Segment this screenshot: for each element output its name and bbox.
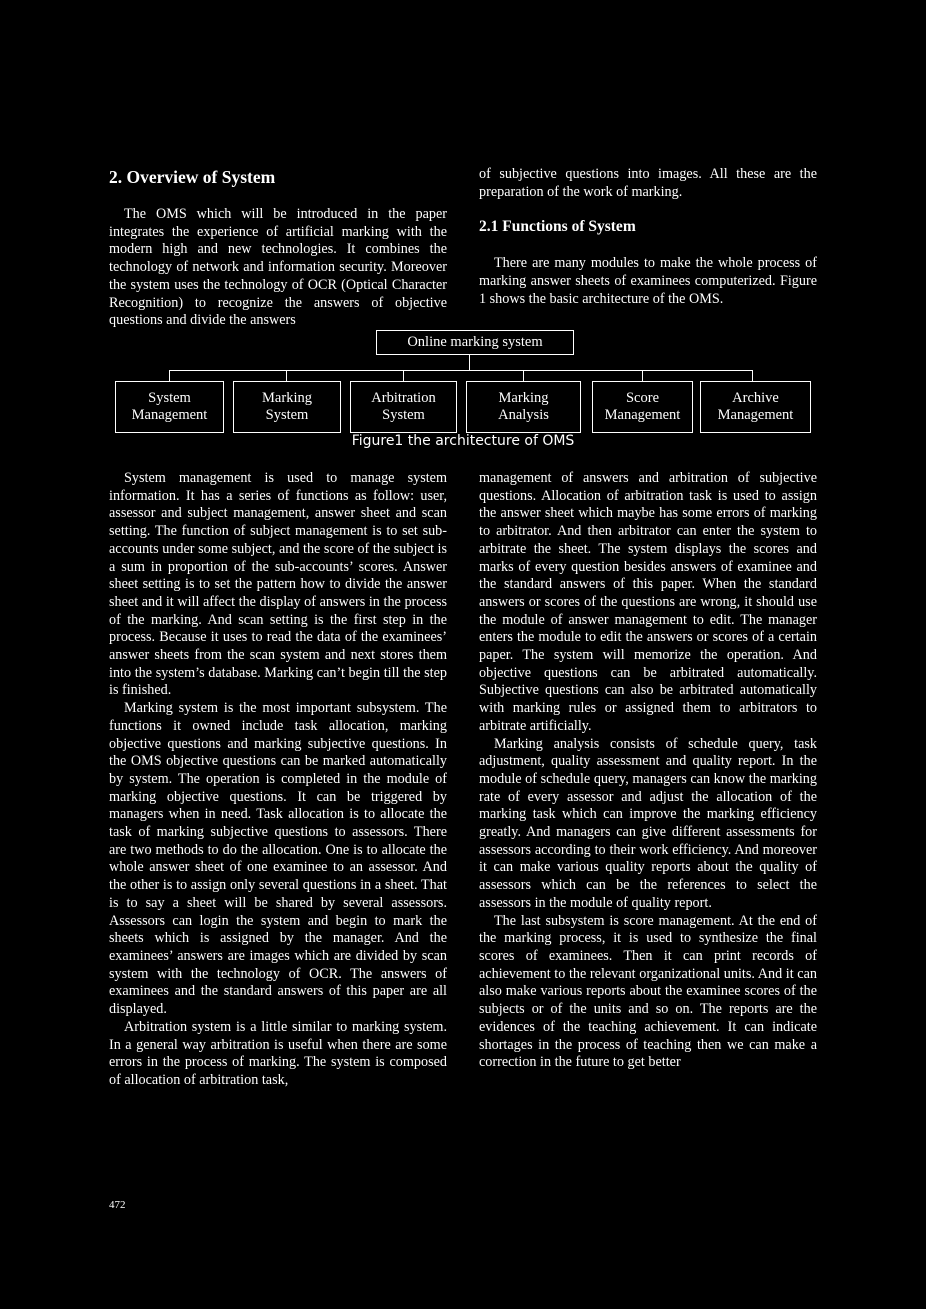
module-box-marking-system xyxy=(233,381,341,433)
module-label-line1: Marking xyxy=(262,389,312,406)
module-label-line1: Archive xyxy=(732,389,779,406)
connector-drop xyxy=(642,370,643,381)
body-column-left xyxy=(109,470,447,1090)
module-box-score-management xyxy=(592,381,693,433)
module-label-line1: Arbitration xyxy=(371,389,436,406)
module-box-arbitration-system xyxy=(350,381,457,433)
module-box-archive-management xyxy=(700,381,811,433)
page-number: 472 xyxy=(109,1199,126,1211)
figure-root-label: Online marking system xyxy=(407,333,543,350)
module-label-line2: System xyxy=(265,407,309,423)
module-label-line2: Management xyxy=(717,407,794,423)
score-management-paragraph: The last subsystem is score management. At the end of the marking process, it is used to synthesize the final scores of examinees. Then it can print records of achievement to the relevant organizational units. And it can also make various reports about the examinee scores of the subjects or of the units and so on. The reports are the evidences of the teaching achievement. It can indicate shortages in the process of teaching then we can make a correction in the future to get better xyxy=(479,912,817,1071)
intro-paragraph-continued: of subjective questions into images. All these are the preparation of the work of marking. xyxy=(479,166,817,200)
system-management-paragraph: System management is used to manage system information. It has a series of functions as follow: user, assessor and subject management, answer sheet and scan setting. The function of subject management is to set sub-accounts under some subject, and the score of the subject is a sum in proportion of the sub-accounts’ scores. Answer sheet setting is to set the pattern how to divide the answer sheet and it will affect the display of answers in the process of the marking. And scan setting is the first step in the process. Because it uses to read the data of the examinees’ answer sheets from the scan system and next stores them into the system’s database. Marking can’t begin till the step is finished. xyxy=(109,470,447,699)
figure-root-box xyxy=(376,330,574,355)
intro-column-left xyxy=(109,166,447,330)
marking-system-paragraph: Marking system is the most important subsystem. The functions it owned include task allocation, marking objective questions and marking subjective questions. In the OMS objective questions can be marked automatically by system. The operation is completed in the module of marking objective questions. It can be triggered by managers when in need. Task allocation is to allocate the task of marking subjective questions to assessors. There are two methods to do the allocation. One is to allocate the whole answer sheet of one examinee to an assessor. And the other is to assign only several questions in a sheet. That is to say a sheet will be shared by several assessors. Assessors can login the system and begin to mark the sheets which is assigned by the manager. And the examinees’ answers are images which are divided by scan system with the technology of OCR. The answers of examinees and the standard answers of this paper are all displayed. xyxy=(109,700,447,1018)
module-box-system-management xyxy=(115,381,224,433)
intro-paragraph: The OMS which will be introduced in the paper integrates the experience of artificial marking with the modern high and new technologies. It combines the technology of network and information security. Moreover the system uses the technology of OCR (Optical Character Recognition) to recognize the answers of objective questions and divide the answers xyxy=(109,206,447,329)
module-label-line1: Score xyxy=(625,389,659,406)
module-label-line2: Management xyxy=(131,407,208,423)
marking-analysis-paragraph: Marking analysis consists of schedule query, task adjustment, quality assessment and quality report. In the module of schedule query, managers can know the marking rate of every assessor and adjust the allocation of the marking task which can improve the marking efficiency greatly. And managers can give different assessments for assessors according to their work efficiency. And moreover it can make various quality reports about the quality of assessors which can be the references to select the assessors in the module of quality report. xyxy=(479,735,817,911)
connector-drop xyxy=(752,370,753,381)
connector-drop xyxy=(169,370,170,381)
functions-paragraph: There are many modules to make the whole process of marking answer sheets of examinees computerized. Figure 1 shows the basic architecture of the OMS. xyxy=(479,255,817,307)
arbitration-system-paragraph: Arbitration system is a little similar to marking system. In a general way arbitration is useful when there are some errors in the process of marking. The system is composed of allocation of arbitration task, xyxy=(109,1018,447,1088)
connector-drop xyxy=(523,370,524,381)
intro-column-right xyxy=(479,166,817,309)
module-label-line1: Marking xyxy=(498,389,549,406)
subsection-title: 2.1 Functions of System xyxy=(479,218,636,236)
module-box-marking-analysis xyxy=(466,381,581,433)
section-title: 2. Overview of System xyxy=(109,167,276,187)
module-label-line2: Analysis xyxy=(498,407,549,423)
connector-horizontal xyxy=(169,370,753,371)
module-label-line2: Management xyxy=(604,407,681,423)
connector-drop xyxy=(286,370,287,381)
module-label-line1: System xyxy=(148,389,191,406)
arbitration-system-paragraph-continued: management of answers and arbitration of subjective questions. Allocation of arbitration task is used to assign the answer sheet which maybe has some errors of marking to arbitrator. And then arbitrator can enter the system to arbitrate the sheet. The system displays the scores and marks of every question besides answers of examinee and the standard answers of this paper. When the standard answers or scores of the questions are wrong, it should use the module of answer management to edit. The manager enters the module to edit the answers or scores of a certain paper. The system will memorize the operation. And objective questions can be arbitrated automatically. Subjective questions can also be arbitrated automatically with marking rules or assigned them to arbitrators to arbitrate artificially. xyxy=(479,470,817,734)
body-column-right xyxy=(479,470,817,1072)
figure-caption: Figure1 the architecture of OMS xyxy=(351,433,575,449)
module-label-line2: System xyxy=(382,407,425,423)
connector-drop xyxy=(403,370,404,381)
connector-root-vertical xyxy=(469,355,470,370)
